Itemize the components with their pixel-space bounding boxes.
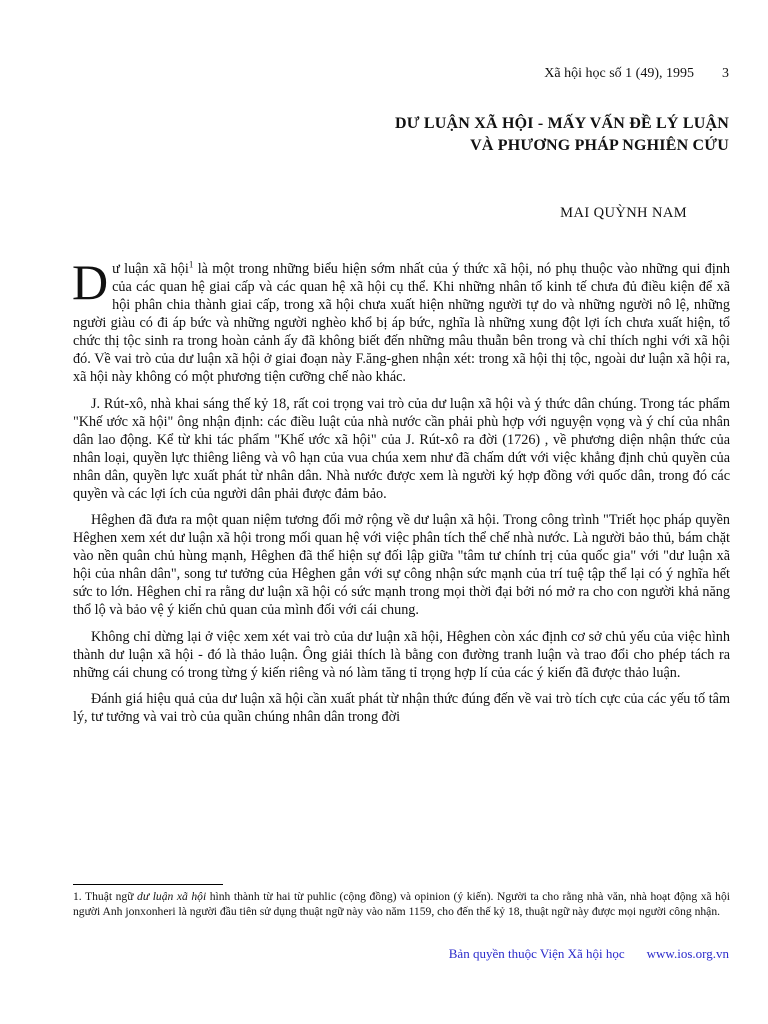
footnote: [73, 889, 730, 919]
copyright-footer: [0, 946, 729, 962]
article-body: [72, 254, 731, 735]
paragraph-2: J. Rút-xô, nhà khai sáng thế kỷ 18, rất coi trọng vai trò của dư luận xã hội và ý thức dân chúng. Trong tác phẩm "Khế ước xã hội" ông nhận định: các điều luật của nhà nước cần phải phù hợp với nguyện vọng và ý chí của nhân dân lao động. Kể từ khi tác phẩm "Khế ước xã hội" của J. Rút-xô ra đời (1726) , về phương diện nhận thức của nhân loại, quyền lực thiêng liêng và vô hạn của vua chúa xem như đã chấm dứt với việc khẳng định chủ quyền của nhân dân, quyền lực xuất phát từ nhân dân. Nhà nước được xem là người ký hợp đồng với quốc dân, trong đó các quyền và các lợi ích của người dân phải được đảm bảo.: [73, 395, 730, 502]
footnote-term: dư luận xã hội: [137, 890, 207, 903]
title-line-2: VÀ PHƯƠNG PHÁP NGHIÊN CỨU: [470, 137, 729, 154]
journal-issue: Xã hội học số 1 (49), 1995: [544, 66, 694, 81]
copyright-text: Bản quyền thuộc Viện Xã hội học: [448, 946, 625, 961]
running-header: [0, 66, 729, 82]
paragraph-3: Hêghen đã đưa ra một quan niệm tương đối mở rộng về dư luận xã hội. Trong công trình "Triết học pháp quyền Hêghen xem xét dư luận xã hội trong mối quan hệ với việc phân tích thể chế nhà nước. Là người bảo thủ, bám chặt vào nền quân chủ hùng mạnh, Hêghen đã thể hiện sự đối lập giữa "tâm tư chính trị của quốc gia" với "dư luận xã hội của nhân dân", song tư tưởng của Hêghen gắn với sự công nhận sức mạnh của trí tuệ tập thể lại có ý nghĩa hết sức to lớn. Hêghen chỉ ra rằng dư luận xã hội có sức mạnh trong mọi thời đại bởi nó mở ra cho con người khả năng thổ lộ và bảo vệ ý kiến chủ quan của mình đối với cái chung.: [73, 512, 730, 618]
paragraph-5: Đánh giá hiệu quả của dư luận xã hội cần xuất phát từ nhận thức đúng đến về vai trò tích cực của các yếu tố tâm lý, tư tưởng và vai trò của quần chúng nhân dân trong đời: [73, 691, 730, 725]
page-number: 3: [722, 66, 729, 81]
drop-cap: D: [72, 254, 109, 310]
footnote-text: hình thành từ hai từ puhlic (cộng đồng) và opinion (ý kiến). Người ta cho rằng nhà văn, nhà hoạt động xã hội người Anh jonxonheri là người đầu tiên sử dụng thuật ngữ này vào năm 1159, cho đến thế kỷ 18, thuật ngữ này được mọi người công nhận.: [73, 890, 730, 918]
article-title: [0, 113, 729, 157]
paragraph-4: Không chỉ dừng lại ở việc xem xét vai trò của dư luận xã hội, Hêghen còn xác định cơ sở chủ yếu của việc hình thành dư luận xã hội - đó là thảo luận. Ông giải thích là bằng con đường tranh luận và trao đổi cho phép tách ra những cái chung có trong từng ý kiến riêng và nó làm tăng tỉ trọng hợp lí của các ý kiến đã được thảo luận.: [73, 628, 730, 681]
footnote-divider: [73, 884, 223, 885]
author-name: MAI QUỲNH NAM: [560, 205, 687, 221]
website-link[interactable]: www.ios.org.vn: [646, 946, 729, 961]
footnote-ref[interactable]: 1: [188, 259, 194, 270]
paragraph-1-lead: ư luận xã hội: [112, 261, 189, 277]
paragraph-1: [72, 254, 731, 386]
paragraph-1-text: là một trong những biểu hiện sớm nhất của ý thức xã hội, nó phụ thuộc vào những qui định của các quan hệ giai cấp và các quan hệ xã hội cụ thể. Khi những nhân tố kinh tế chưa đủ điều kiện để xã hội phân chia thành giai cấp, trong xã hội chưa xuất hiện những người tự do và những người nô lệ, những người giàu có đi áp bức và những người nghèo khổ bị áp bức, nghĩa là những xung đột lợi ích chưa xuất hiện, tổ chức thị tộc sinh ra trong hoàn cảnh ấy đã không biết đến những mâu thuẫn bên trong và chỉ thích nghi với xã hội đó. Về vai trò của dư luận xã hội ở giai đoạn này F.ăng-ghen nhận xét: trong xã hội thị tộc, ngoài dư luận xã hội ra, xã hội này không có một phương tiện cưỡng chế nào khác.: [73, 261, 731, 385]
title-line-1: DƯ LUẬN XÃ HỘI - MẤY VẤN ĐỀ LÝ LUẬN: [395, 115, 729, 132]
footnote-lead: 1. Thuật ngữ: [73, 890, 138, 903]
